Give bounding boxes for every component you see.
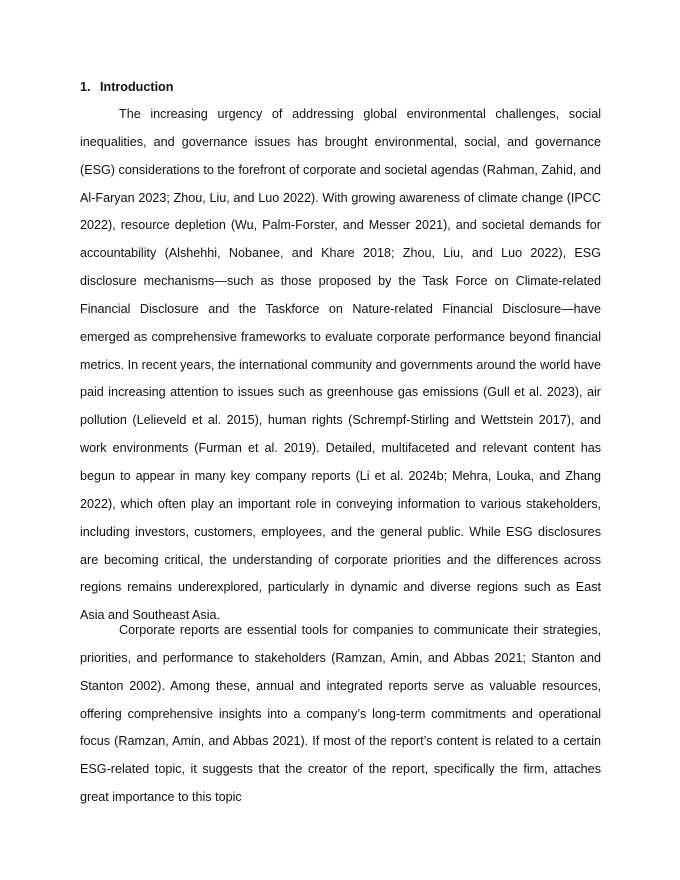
paragraph-2: Corporate reports are essential tools for companies to communicate their strategies, priorities, and performance to stakeholders (Ramzan, Amin, and Abbas 2021; Stanton and Stanton 2002). Among these, annual and integrated reports serve as valuable resources, offering comprehensive insights into a company’s long-term commitments and operational focus (Ramzan, Amin, and Abbas 2021). If most of the report’s content is related to a certain ESG-related topic, it suggests that the creator of the report, specifically the firm, attaches great importance to this topic (80, 623, 601, 805)
section-heading (80, 78, 173, 96)
section-title: Introduction (100, 80, 174, 94)
paragraph-1: The increasing urgency of addressing global environmental challenges, social inequalities, and governance issues has brought environmental, social, and governance (ESG) considerations to the forefront of corporate and societal agendas (Rahman, Zahid, and Al-Faryan 2023; Zhou, Liu, and Luo 2022). With growing awareness of climate change (IPCC 2022), resource depletion (Wu, Palm-Forster, and Messer 2021), and societal demands for accountability (Alshehhi, Nobanee, and Khare 2018; Zhou, Liu, and Luo 2022), ESG disclosure mechanisms—such as those proposed by the Task Force on Climate-related Financial Disclosure and the Taskforce on Nature-related Financial Disclosure—have emerged as comprehensive frameworks to evaluate corporate performance beyond financial metrics. In recent years, the international community and governments around the world have paid increasing attention to issues such as greenhouse gas emissions (Gull et al. 2023), air pollution (Lelieveld et al. 2015), human rights (Schrempf-Stirling and Wettstein 2017), and work environments (Furman et al. 2019). Detailed, multifaceted and relevant content has begun to appear in many key company reports (Li et al. 2024b; Mehra, Louka, and Zhang 2022), which often play an important role in conveying information to various stakeholders, including investors, customers, employees, and the general public. While ESG disclosures are becoming critical, the understanding of corporate priorities and the differences across regions remains underexplored, particularly in dynamic and diverse regions such as East Asia and Southeast Asia. (80, 107, 601, 623)
section-number: 1. (80, 80, 91, 94)
